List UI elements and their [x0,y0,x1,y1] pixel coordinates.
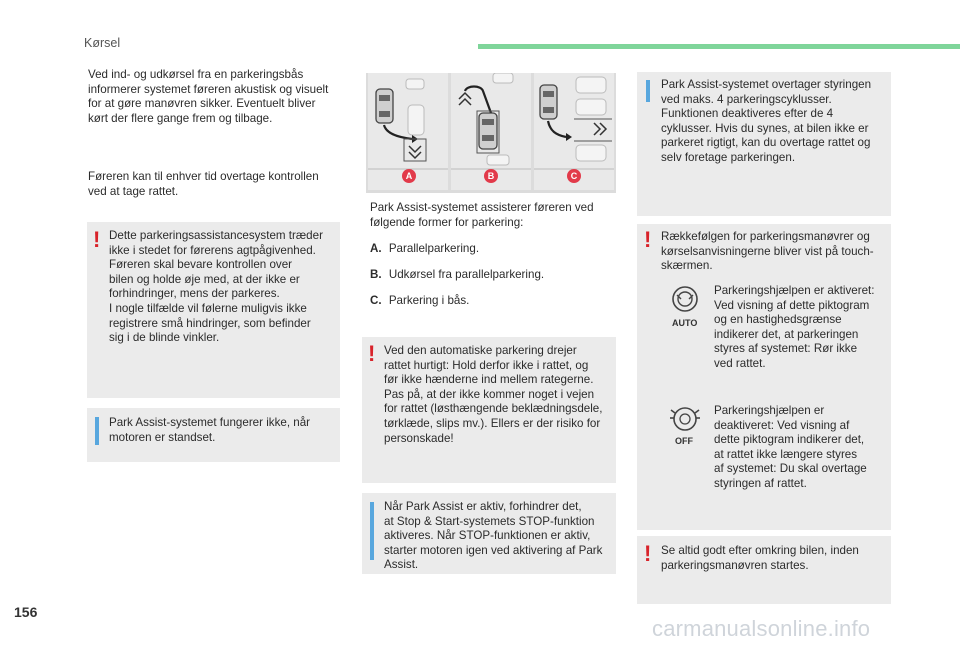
off-label: OFF [675,436,693,446]
watermark: carmanualsonline.info [652,616,871,641]
badge-a: A [402,169,416,183]
assist-intro [370,201,620,230]
list-item-a [370,242,479,255]
text-line: Rækkefølgen for parkeringsmanøvrer og [661,230,870,243]
page-number: 156 [14,604,38,620]
text-line: Assist. [384,558,419,572]
warning-box-attention [87,222,340,398]
text-line: sig i de blinde vinkler. [109,331,220,345]
text-line: I nogle tilfælde vil følerne muligvis ikke [109,301,307,315]
list-item-b [370,268,544,281]
text-line: rattet hurtigt: Hold derfor ikke i rattet, og [384,358,589,372]
text-line: Ved visning af dette piktogram [714,298,870,312]
text-line: Føreren kan til enhver tid overtage kontrollen [88,170,319,183]
text-line: starter motoren igen ved aktivering af Park [384,543,603,557]
text-line: styres af systemet: Rør ikke [714,342,858,356]
section-title: Kørsel [84,36,121,50]
text-line: cyklusser. Hvis du synes, at bilen ikke er [661,121,869,135]
text-line: ved rattet. [714,356,766,370]
text-line: ikke i stedet for førerens agtpågivenhed. [109,243,316,257]
warning-mark-icon: ! [644,227,652,252]
text-line: for rattet (løsthængende beklædningsdele, [384,402,603,416]
takeover-paragraph [88,170,348,199]
list-key: C. [370,294,382,307]
text-line: styringen af rattet. [714,476,807,490]
text-line: dette piktogram indikerer det, [714,433,865,447]
text-line: Når Park Assist er aktiv, forhindrer det, [384,500,582,513]
list-text: Parallelparkering. [388,242,480,255]
parking-modes-diagram [366,73,616,193]
steering-auto-icon [667,284,703,330]
info-mark-icon [370,502,374,560]
info-mark-icon [646,80,650,102]
text-line: indikerer det, at parkeringen [714,327,859,341]
text-line: af systemet: Du skal overtage [714,462,867,476]
text-line: bilen og holde øje med, at der ikke er [109,272,300,286]
list-key: A. [370,242,382,255]
text-line: personskade! [384,431,454,445]
text-line: Funktionen deaktiveres efter de 4 [661,107,834,121]
auto-label: AUTO [672,318,698,328]
text-line: tørklæde, slips mv.). Ellers er der risiko for [384,416,601,430]
text-line: Pas på, at der ikke kommer noget i vejen [384,387,595,401]
text-line: motoren er standset. [109,430,216,444]
text-line: og en hastighedsgrænse [714,313,842,327]
text-line: før ikke hænderne ind mellem rategerne. [384,373,594,387]
text-line: ved at tage rattet. [88,184,179,198]
text-line: kørselsanvisningerne bliver vist på touch- [661,244,874,258]
text-line: følgende former for parkering: [370,215,524,229]
info-box-engine [87,408,340,462]
text-line: Dette parkeringsassistancesystem træder [109,229,323,242]
warning-box-steering [362,337,616,483]
panel-exit-parallel [451,73,531,190]
badge-c: C [567,169,581,183]
text-line: registrere små hindringer, som befinder [109,316,311,330]
warning-mark-icon: ! [368,341,376,366]
text-line: at rattet ikke længere styres [714,447,858,461]
intro-paragraph [88,68,348,126]
warning-mark-icon: ! [644,541,652,566]
text-line: deaktiveret: Ved visning af [714,418,850,432]
text-line: Føreren skal bevare kontrollen over [109,258,293,272]
text-line: parkeringsmanøvren startes. [661,558,809,572]
info-box-cycles [637,72,891,216]
text-line: forhindringer, mens der parkeres. [109,287,280,301]
text-line: Ved ind- og udkørsel fra en parkeringsbås [88,68,304,81]
warning-mark-icon: ! [93,227,101,252]
text-line: Ved den automatiske parkering drejer [384,344,577,357]
section-header-bar [478,44,960,49]
text-line: kørt der flere gange frem og tilbage. [88,111,273,125]
text-line: Park Assist-systemet fungerer ikke, når [109,416,311,429]
badge-b: B [484,169,498,183]
panel-bay-parking [534,73,614,190]
text-line: Park Assist-systemet overtager styringen [661,78,872,91]
text-line: informerer systemet føreren akustisk og visuelt [88,82,329,96]
list-key: B. [370,268,382,281]
list-text: Udkørsel fra parallelparkering. [388,268,545,281]
warning-box-surroundings [637,536,891,604]
text-line: Parkeringshjælpen er [714,404,825,417]
text-line: Parkeringshjælpen er aktiveret: [714,284,875,297]
text-line: selv foretage parkeringen. [661,150,796,164]
steering-wheel-off-icon [667,404,703,434]
text-line: ved maks. 4 parkeringscyklusser. [661,92,832,106]
steering-wheel-auto-icon [667,284,703,314]
panel-parallel-parking [368,73,448,190]
text-line: aktiveres. Når STOP-funktionen er aktiv, [384,529,591,543]
list-text: Parkering i bås. [388,294,470,307]
text-line: parkeret rigtigt, kan du overtage rattet og [661,136,871,150]
text-line: Park Assist-systemet assisterer føreren ved [370,201,594,214]
text-line: Se altid godt efter omkring bilen, inden [661,544,859,557]
list-item-c [370,294,469,307]
info-box-stop-start [362,493,616,574]
text-line: skærmen. [661,259,713,273]
info-mark-icon [95,417,99,445]
text-line: for at gøre manøvren sikker. Eventuelt bliver [88,97,316,111]
text-line: at Stop & Start-systemets STOP-funktion [384,514,595,528]
warning-box-touchscreen [637,224,891,530]
steering-off-icon [667,404,703,450]
